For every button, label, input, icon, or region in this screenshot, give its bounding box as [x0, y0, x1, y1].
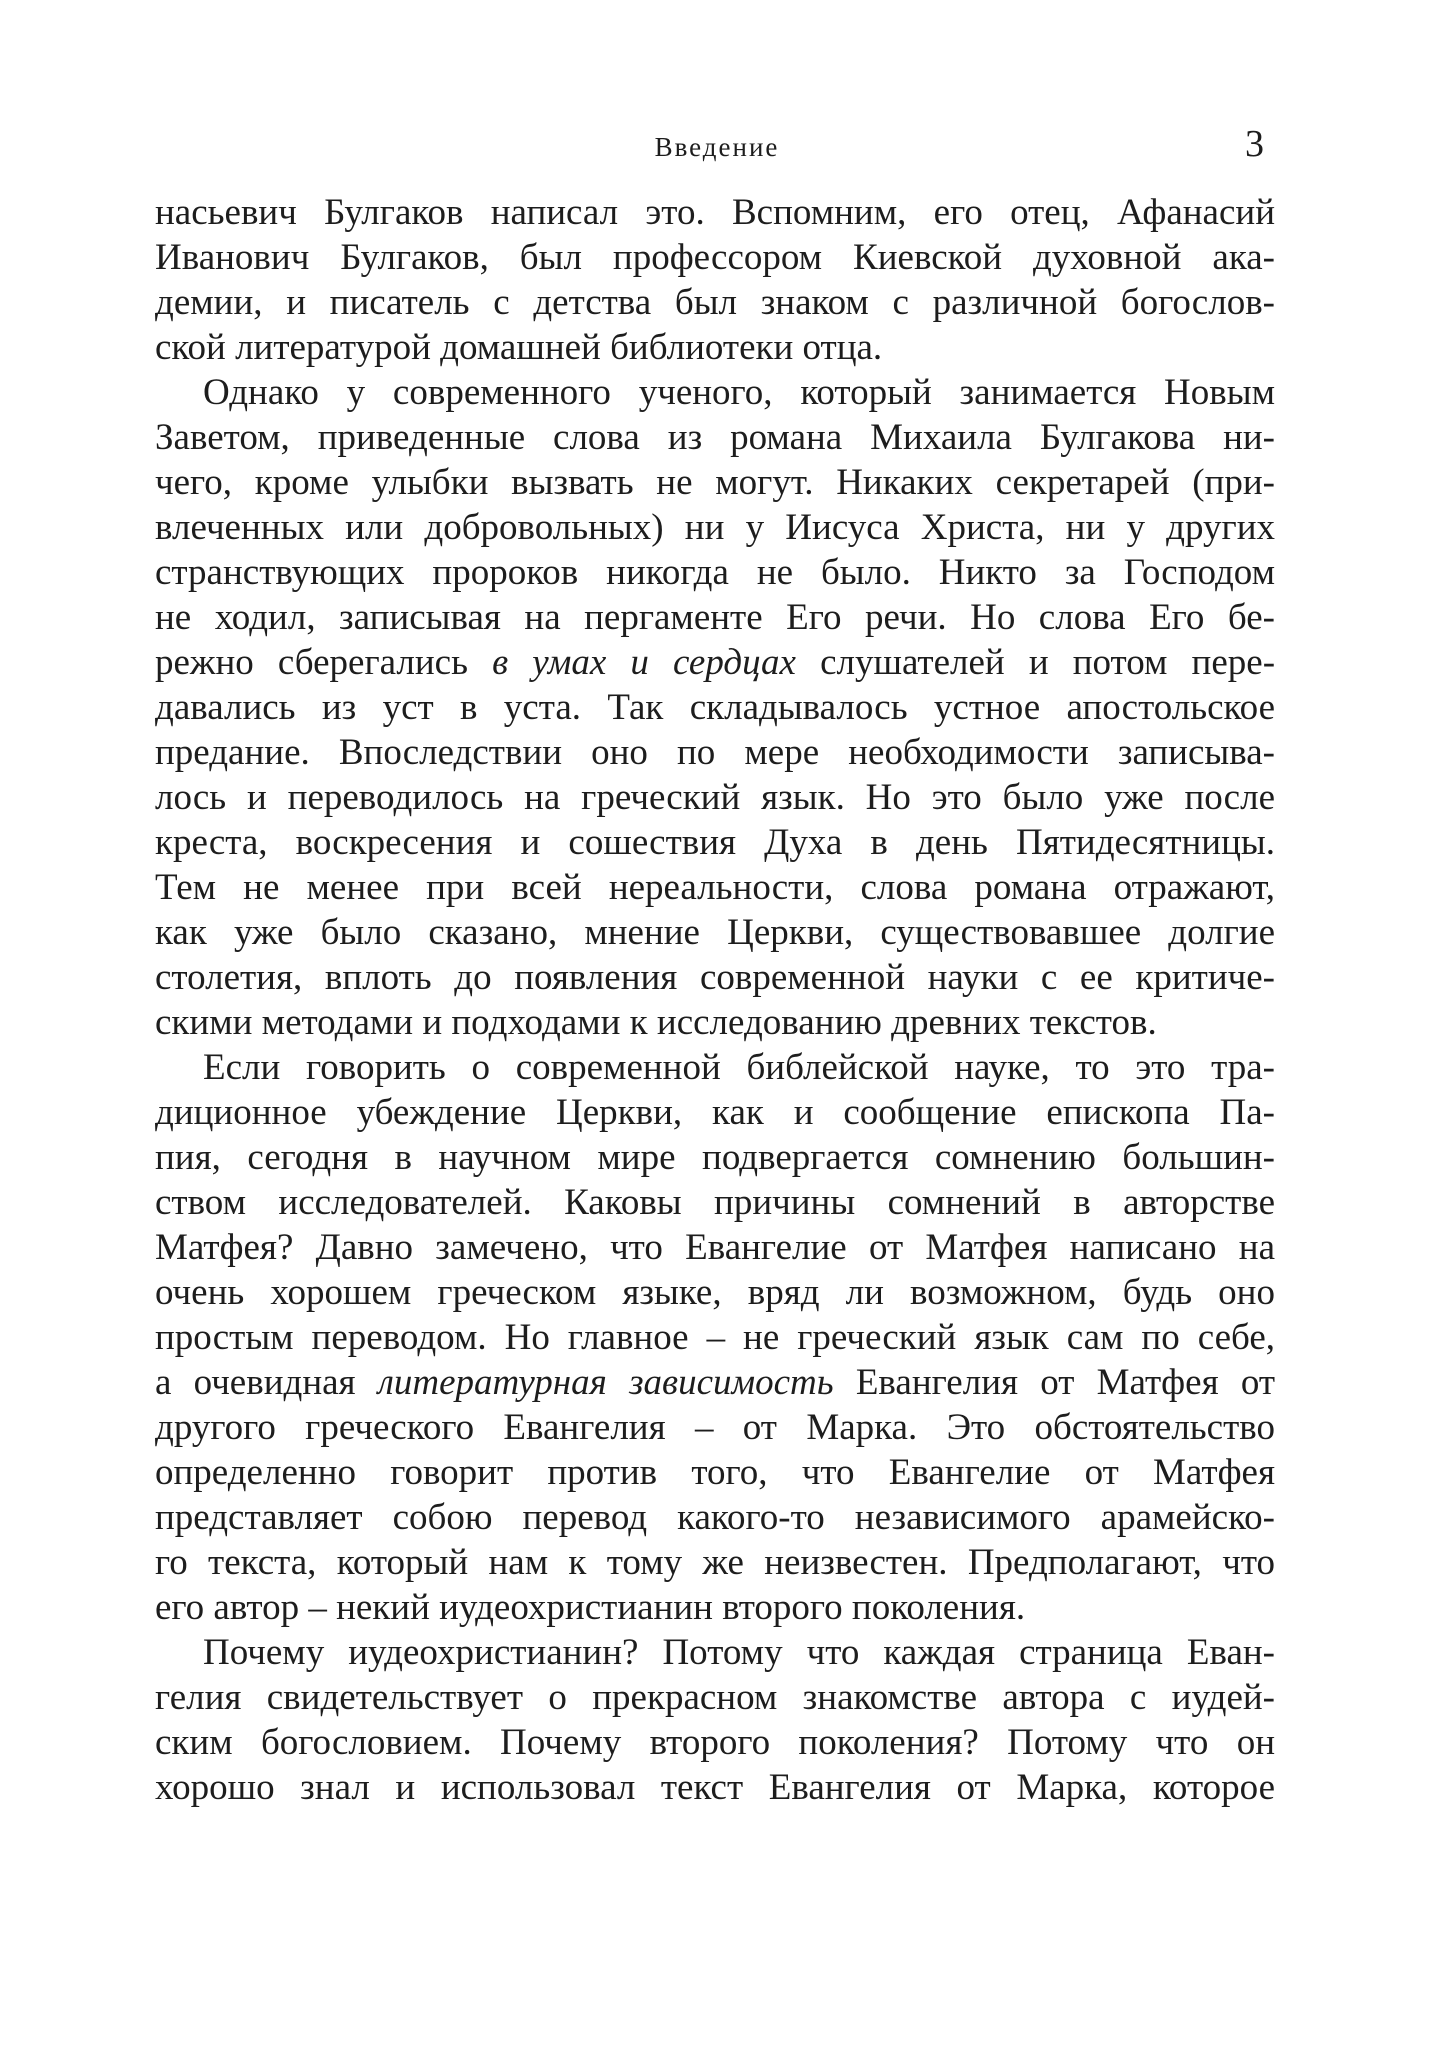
text-line — [155, 1360, 1275, 1405]
text-line: насьевич Булгаков написал это. Вспомним, его отец, Афанасий — [155, 192, 1275, 233]
emphasis: в умах и сердцах — [492, 642, 796, 683]
text-line: Матфея? Давно замечено, что Евангелие от Матфея написано на — [155, 1227, 1275, 1268]
text-line: ским богословием. Почему второго поколения? Потому что он — [155, 1722, 1275, 1763]
text-line: очень хорошем греческом языке, вряд ли возможном, будь оно — [155, 1272, 1275, 1313]
text-line: ством исследователей. Каковы причины сомнений в авторстве — [155, 1182, 1275, 1223]
text-line: Почему иудеохристианин? Потому что каждая страница Еван- — [203, 1632, 1275, 1673]
text-line: странствующих пророков никогда не было. Никто за Господом — [155, 552, 1275, 593]
text-line: ской литературой домашней библиотеки отца. — [155, 327, 883, 368]
text-line: давались из уст в уста. Так складывалось устное апостольское — [155, 687, 1275, 728]
running-title: Введение — [654, 132, 780, 162]
paragraph — [155, 1630, 1275, 1810]
paragraph — [155, 1045, 1275, 1630]
text-line: Заветом, приведенные слова из романа Михаила Булгакова ни- — [155, 417, 1275, 458]
text-line: лось и переводилось на греческий язык. Но это было уже после — [155, 777, 1275, 818]
paragraph — [155, 370, 1275, 1045]
text-run: режно сберегались — [155, 642, 493, 683]
text-line: простым переводом. Но главное – не греческий язык сам по себе, — [155, 1317, 1275, 1358]
text-line: пия, сегодня в научном мире подвергается сомнению большин- — [155, 1137, 1275, 1178]
text-line: как уже было сказано, мнение Церкви, существовавшее долгие — [155, 912, 1275, 953]
text-line: Тем не менее при всей нереальности, слова романа отражают, — [155, 867, 1275, 908]
page-number: 3 — [1245, 123, 1264, 165]
text-line: Однако у современного ученого, который занимается Новым — [203, 372, 1275, 413]
text-line: диционное убеждение Церкви, как и сообщение епископа Па- — [155, 1092, 1275, 1133]
text-line: определенно говорит против того, что Евангелие от Матфея — [155, 1452, 1275, 1493]
text-line: демии, и писатель с детства был знаком с различной богослов- — [155, 282, 1275, 323]
body-text — [155, 190, 1275, 1810]
paragraph — [155, 190, 1275, 370]
running-head — [0, 123, 1434, 168]
text-line — [155, 640, 1275, 685]
text-line: гелия свидетельствует о прекрасном знакомстве автора с иудей- — [155, 1677, 1275, 1718]
text-line: креста, воскресения и сошествия Духа в день Пятидесятницы. — [155, 822, 1275, 863]
text-line: чего, кроме улыбки вызвать не могут. Никаких секретарей (при- — [155, 462, 1275, 503]
text-run: Евангелия от Матфея от — [833, 1362, 1275, 1403]
text-run: слушателей и потом пере- — [795, 642, 1276, 683]
emphasis: литературная зависимость — [377, 1362, 834, 1403]
text-line: влеченных или добровольных) ни у Иисуса Христа, ни у других — [155, 507, 1275, 548]
text-line: столетия, вплоть до появления современной науки с ее критиче- — [155, 957, 1275, 998]
text-run: а очевидная — [155, 1362, 378, 1403]
text-line: другого греческого Евангелия – от Марка. Это обстоятельство — [155, 1407, 1275, 1448]
text-line: предание. Впоследствии оно по мере необходимости записыва- — [155, 732, 1275, 773]
text-line: представляет собою перевод какого-то независимого арамейско- — [155, 1497, 1275, 1538]
text-line: хорошо знал и использовал текст Евангелия от Марка, которое — [155, 1767, 1275, 1808]
text-line: его автор – некий иудеохристианин второго поколения. — [155, 1587, 1026, 1628]
text-line: го текста, который нам к тому же неизвестен. Предполагают, что — [155, 1542, 1275, 1583]
text-line: Если говорить о современной библейской науке, то это тра- — [203, 1047, 1275, 1088]
text-line: скими методами и подходами к исследованию древних текстов. — [155, 1002, 1157, 1043]
text-line: не ходил, записывая на пергаменте Его речи. Но слова Его бе- — [155, 597, 1275, 638]
text-line: Иванович Булгаков, был профессором Киевской духовной ака- — [155, 237, 1275, 278]
